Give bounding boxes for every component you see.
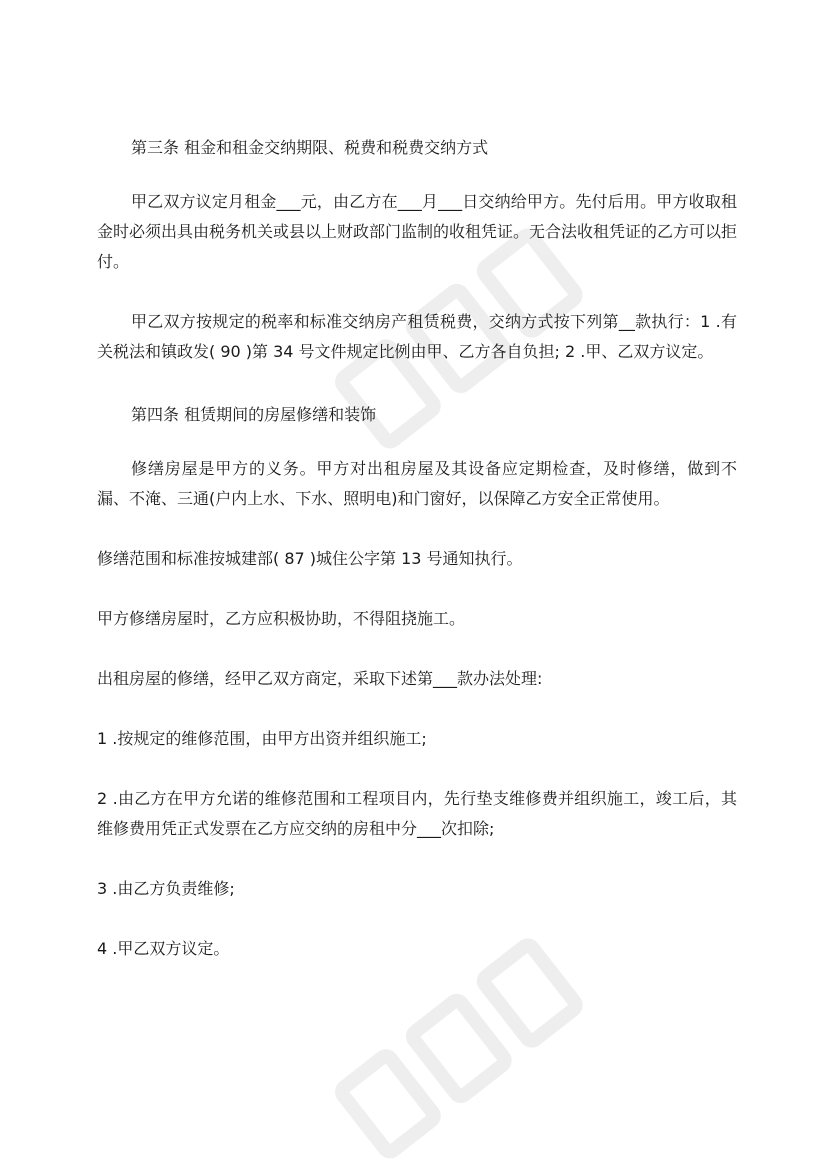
article-4-option-2: 2 .由乙方在甲方允诺的维修范围和工程项目内，先行垫支维修费并组织施工，竣工后，其维修费用凭正式发票在乙方应交纳的房租中分___次扣除; (97, 789, 737, 838)
article-4-duty-paragraph: 修缮房屋是甲方的义务。甲方对出租房屋及其设备应定期检查，及时修缮，做到不漏、不淹、三通(户内上水、下水、照明电)和门窗好，以保障乙方安全正常使用。 (97, 459, 737, 508)
article-3-heading: 第三条 租金和租金交纳期限、税费和税费交纳方式 (131, 138, 489, 157)
article-4-cooperation-paragraph: 甲方修缮房屋时，乙方应积极协助，不得阻挠施工。 (97, 609, 466, 628)
article-4-options-paragraph: 出租房屋的修缮，经甲乙双方商定，采取下述第___款办法处理: (97, 669, 543, 688)
article-3-tax-paragraph: 甲乙双方按规定的税率和标准交纳房产租赁税费，交纳方式按下列第__款执行：1 .有关税法和镇政发( 90 )第 34 号文件规定比例由甲、乙方各自负担; 2 .甲、乙双方议定。 (97, 312, 737, 361)
article-4-heading: 第四条 租赁期间的房屋修缮和装饰 (131, 405, 377, 424)
article-4-scope-paragraph: 修缮范围和标准按城建部( 87 )城住公字第 13 号通知执行。 (97, 549, 523, 568)
article-4-option-3: 3 .由乙方负责维修; (97, 879, 235, 898)
article-4-option-4: 4 .甲乙双方议定。 (97, 939, 230, 958)
article-4-option-1: 1 .按规定的维修范围，由甲方出资并组织施工; (97, 729, 427, 748)
document-body (97, 133, 737, 964)
article-3-rent-paragraph: 甲乙双方议定月租金___元，由乙方在___月___日交纳给甲方。先付后用。甲方收取租金时必须出具由税务机关或县以上财政部门监制的收租凭证。无合法收租凭证的乙方可以拒付。 (97, 192, 738, 271)
